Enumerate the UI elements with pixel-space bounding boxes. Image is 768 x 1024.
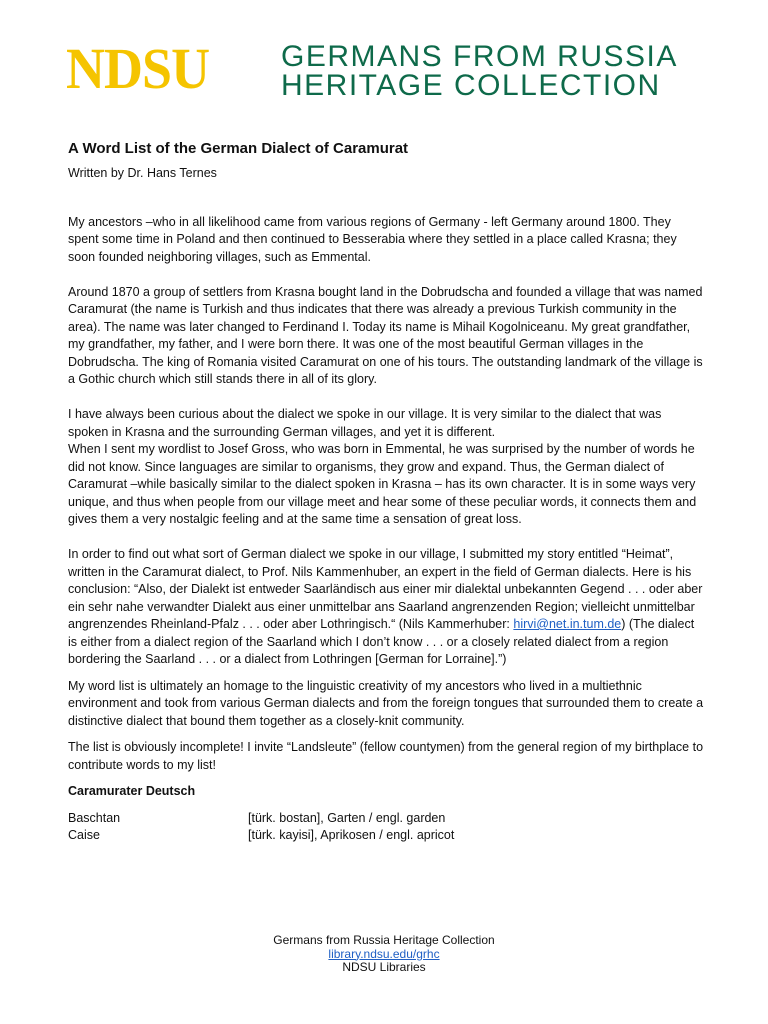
- word-list-heading: Caramurater Deutsch: [68, 784, 196, 798]
- byline: Written by Dr. Hans Ternes: [68, 166, 217, 180]
- footer-collection: Germans from Russia Heritage Collection: [273, 933, 495, 947]
- footer: [0, 934, 768, 975]
- word-term: Caise: [68, 828, 100, 842]
- collection-name-line1: GERMANS FROM RUSSIA: [281, 40, 678, 73]
- email-link[interactable]: hirvi@net.in.tum.de: [513, 617, 622, 631]
- collection-name-line2: HERITAGE COLLECTION: [281, 69, 661, 102]
- collection-name: [281, 42, 678, 100]
- footer-link[interactable]: library.ndsu.edu/grhc: [328, 946, 440, 961]
- word-list-row: [68, 827, 704, 845]
- paragraph-5-text-b: ) (The dialect is either from a dialect region of the Saarland which I don’t know . . . or a closely related dialect from a region bordering the Saarland . . . or a dialect from Lothringen [German for Lorraine].”): [68, 617, 695, 666]
- ndsu-logo: NDSU: [66, 36, 210, 101]
- word-meaning: [türk. kayisi], Aprikosen / engl. apricot: [248, 828, 455, 842]
- paragraph-5: [68, 546, 704, 669]
- word-list-row: [68, 810, 704, 828]
- document-body: [68, 140, 704, 845]
- document-title: A Word List of the German Dialect of Caramurat: [68, 140, 409, 157]
- footer-libraries: NDSU Libraries: [342, 960, 426, 974]
- paragraph-5-text-a: In order to find out what sort of German dialect we spoke in our village, I submitted my story entitled “Heimat”, written in the Caramurat dialect, to Prof. Nils Kammenhuber, an expert in the field of German dialects. Here is his conclusion: “Also, der Dialekt ist entweder Saarländisch aus einer mir dialektal unbekannten Gegend . . . oder aber ein sehr nahe verwandter Dialekt aus einer unmittelbar ans Saarland angrenzenden Region; vielleicht unmittelbar angrenzendes Rheinland-Pfalz . . . oder aber Lothringisch.“ (Nils Kammerhuber:: [68, 547, 703, 631]
- word-meaning: [türk. bostan], Garten / engl. garden: [248, 810, 446, 825]
- word-term: Baschtan: [68, 810, 121, 825]
- header: [66, 36, 706, 104]
- paragraph-2: Around 1870 a group of settlers from Krasna bought land in the Dobrudscha and founded a village that was named Caramurat (the name is Turkish and thus indicates that there was already a previous Turkish community in the area). The name was later changed to Ferdinand I. Today its name is Mihail Kogolniceanu. My great grandfather, my grandfather, my father, and I were born there. It was one of the most beautiful German villages in the Dobrudscha. The king of Romania visited Caramurat on one of his tours. The outstanding landmark of the village is a Gothic church which still stands there in all of its glory.: [68, 284, 703, 386]
- paragraph-7: The list is obviously incomplete! I invite “Landsleute” (fellow countymen) from the general region of my birthplace to contribute words to my list!: [68, 740, 704, 772]
- paragraph-1: My ancestors –who in all likelihood came from various regions of Germany - left Germany around 1800. They spent some time in Poland and then continued to Besserabia where they settled in a place called Krasna; they soon founded neighboring villages, such as Emmental.: [68, 214, 677, 264]
- paragraph-6: My word list is ultimately an homage to the linguistic creativity of my ancestors who lived in a multiethnic environment and took from various German dialects and from the foreign tongues that surrounded them to create a distinctive dialect that bound them together as a closely-knit community.: [68, 678, 704, 728]
- word-list: [68, 810, 704, 845]
- paragraph-3: I have always been curious about the dialect we spoke in our village. It is very similar to the dialect that was spoken in Krasna and the surrounding German villages, and yet it is different.: [68, 407, 662, 439]
- paragraph-4: When I sent my wordlist to Josef Gross, who was born in Emmental, he was surprised by the number of words he did not know. Since languages are similar to organisms, they grow and expand. Thus, the German dialect of Caramurat –while basically similar to the dialect spoken in Krasna – has its own character. It is in some ways very unique, and thus when people from our village meet and hear some of these peculiar words, it connects them and gives them a very nostalgic feeling and at the same time a sensation of great loss.: [68, 442, 697, 526]
